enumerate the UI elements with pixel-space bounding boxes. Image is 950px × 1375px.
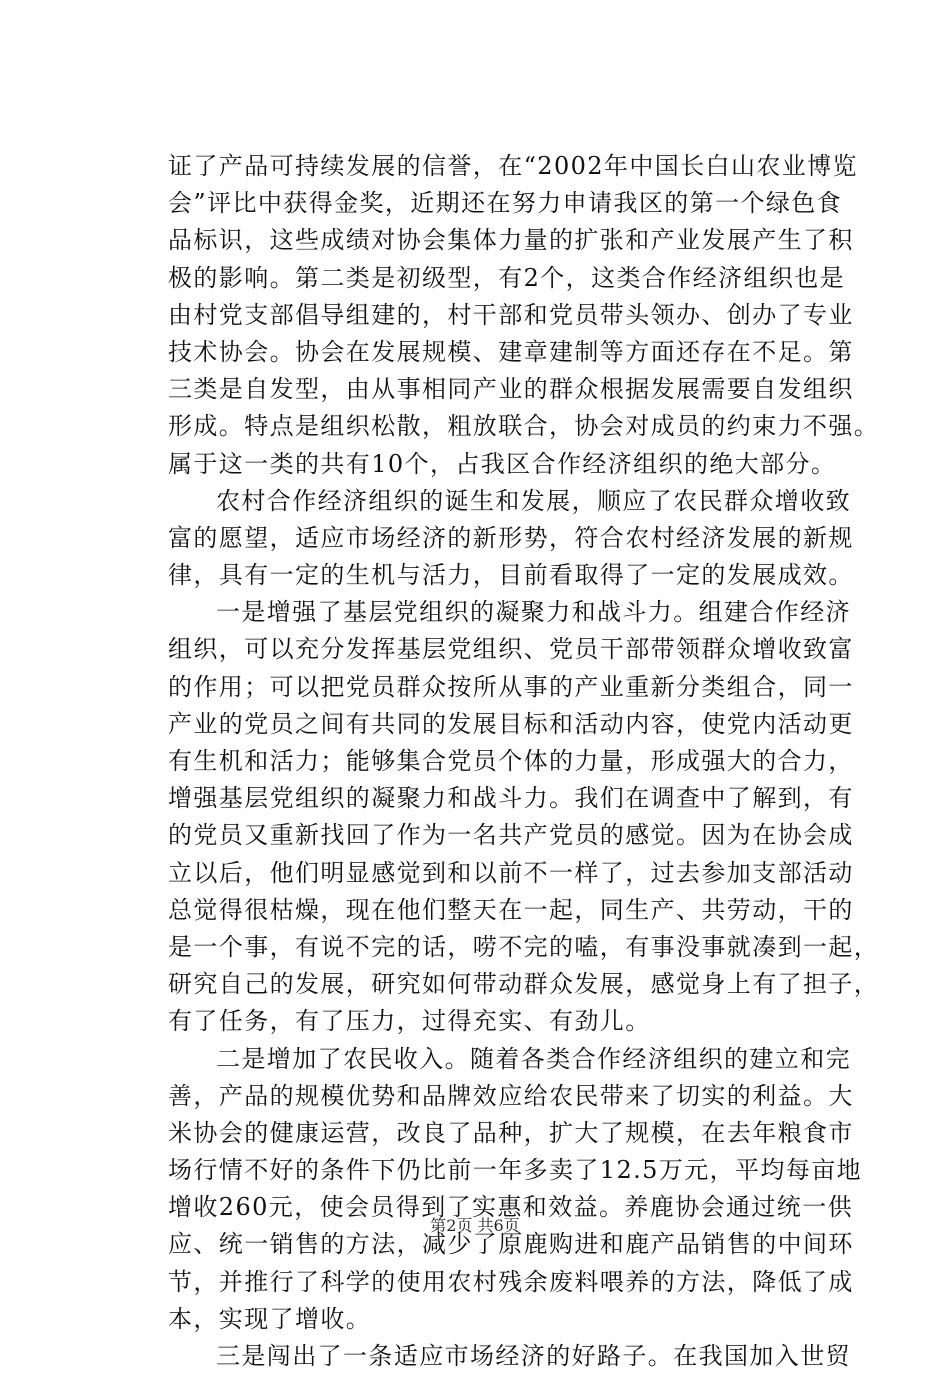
page-footer: [0, 1216, 950, 1236]
text-line: 属于这一类的共有10个，占我区合作经济组织的绝大部分。: [168, 449, 837, 478]
text-line: 三类是自发型，由从事相同产业的群众根据发展需要自发组织: [168, 375, 854, 404]
body-text: [168, 148, 880, 1375]
text-line: 律，具有一定的生机与活力，目前看取得了一定的发展成效。: [168, 561, 854, 590]
text-line: 本，实现了增收。: [168, 1304, 372, 1333]
text-line: 会”评比中获得金奖，近期还在努力申请我区的第一个绿色食: [168, 189, 843, 218]
text-line: 立以后，他们明显感觉到和以前不一样了，过去参加支部活动: [168, 858, 854, 887]
text-line: 证了产品可持续发展的信誉，在“2002年中国长白山农业博览: [168, 152, 858, 180]
paragraph-start-line: 三是闯出了一条适应市场经济的好路子。在我国加入世贸: [216, 1342, 851, 1370]
text-line: 增强基层党组织的凝聚力和战斗力。我们在调查中了解到，有: [168, 784, 854, 813]
paragraph-start-line: 一是增强了基层党组织的凝聚力和战斗力。组建合作经济: [216, 598, 851, 627]
text-line: 研究自己的发展，研究如何带动群众发展，感觉身上有了担子，: [168, 970, 880, 999]
text-line: 技术协会。协会在发展规模、建章建制等方面还存在不足。第: [168, 337, 854, 366]
text-line: 应、统一销售的方法，减少了原鹿购进和鹿产品销售的中间环: [168, 1230, 854, 1259]
text-line: 富的愿望，适应市场经济的新形势，符合农村经济发展的新规: [168, 523, 854, 552]
text-line: 总觉得很枯燥，现在他们整天在一起，同生产、共劳动，干的: [168, 895, 854, 924]
text-line: 增收260元，使会员得到了实惠和效益。养鹿协会通过统一供: [168, 1193, 854, 1222]
text-line: 是一个事，有说不完的话，唠不完的嗑，有事没事就凑到一起，: [168, 932, 880, 961]
text-line: 节，并推行了科学的使用农村残余废料喂养的方法，降低了成: [168, 1267, 854, 1296]
text-line: 组织，可以充分发挥基层党组织、党员干部带领群众增收致富: [168, 635, 854, 664]
text-line: 极的影响。第二类是初级型，有2个，这类合作经济组织也是: [168, 263, 846, 292]
text-line: 的党员又重新找回了作为一名共产党员的感觉。因为在协会成: [168, 821, 854, 850]
page-number-label: 第2页 共6页: [430, 1216, 520, 1235]
text-line: 场行情不好的条件下仍比前一年多卖了12.5万元，平均每亩地: [168, 1156, 863, 1185]
text-line: 形成。特点是组织松散，粗放联合，协会对成员的约束力不强。: [168, 412, 880, 441]
text-line: 的作用；可以把党员群众按所从事的产业重新分类组合，同一: [168, 672, 854, 701]
text-line: 善，产品的规模优势和品牌效应给农民带来了切实的利益。大: [168, 1081, 854, 1110]
paragraph-start-line: 二是增加了农民收入。随着各类合作经济组织的建立和完: [216, 1044, 851, 1073]
text-line: 有生机和活力；能够集合党员个体的力量，形成强大的合力，: [168, 747, 854, 775]
paragraph-start-line: 农村合作经济组织的诞生和发展，顺应了农民群众增收致: [216, 486, 851, 515]
text-line: 米协会的健康运营，改良了品种，扩大了规模，在去年粮食市: [168, 1118, 854, 1147]
text-line: 有了任务，有了压力，过得充实、有劲儿。: [168, 1007, 651, 1036]
text-line: 由村党支部倡导组建的，村干部和党员带头领办、创办了专业: [168, 300, 854, 329]
text-line: 品标识，这些成绩对协会集体力量的扩张和产业发展产生了积: [168, 226, 854, 255]
text-line: 产业的党员之间有共同的发展目标和活动内容，使党内活动更: [168, 709, 854, 738]
